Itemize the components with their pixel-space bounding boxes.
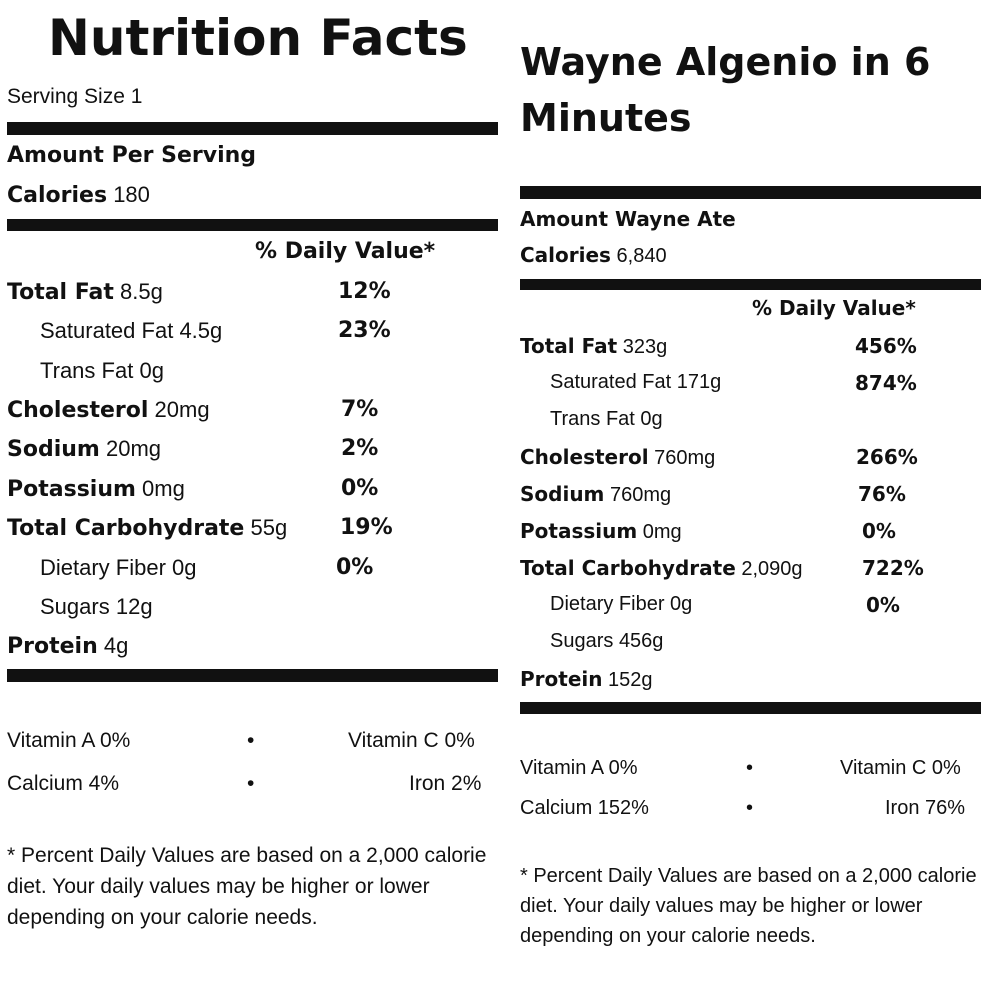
right-pct-dietary-fiber: 0% (866, 593, 900, 617)
row-label: Potassium (520, 519, 638, 543)
row-value: 4g (103, 633, 129, 658)
left-calcium: Calcium 4% (7, 772, 120, 795)
right-bullet-2: • (746, 797, 754, 819)
left-row-dietary-fiber (40, 555, 197, 581)
right-calcium: Calcium 152% (520, 797, 649, 819)
right-calories (520, 243, 667, 268)
row-value: 8.5g (120, 279, 163, 304)
left-row-total-fat (7, 279, 163, 305)
row-value: 760mg (654, 447, 716, 469)
row-label: Cholesterol (7, 398, 149, 423)
right-vitamin-c: Vitamin C 0% (840, 757, 961, 779)
row-label: Cholesterol (520, 445, 649, 469)
right-footnote: * Percent Daily Values are based on a 2,000 calorie diet. Your daily values may be higher or lower depending on your calorie needs. (520, 865, 977, 947)
left-pct-potassium: 0% (341, 476, 379, 501)
left-title: Nutrition Facts (48, 9, 468, 67)
row-value: 323g (622, 336, 668, 358)
right-bullet-1: • (746, 757, 754, 779)
row-value: 152g (608, 669, 653, 691)
row-label: Trans Fat (550, 408, 635, 430)
row-value: 4.5g (179, 318, 223, 343)
left-calories (7, 182, 150, 208)
left-vitamin-c: Vitamin C 0% (348, 729, 475, 752)
left-pct-dietary-fiber: 0% (336, 555, 374, 580)
row-label: Dietary Fiber (40, 555, 166, 580)
row-value: 12g (115, 594, 153, 619)
right-thick-divider-1 (520, 186, 981, 199)
row-label: Protein (520, 667, 603, 691)
right-pct-total-carbohydrate: 722% (862, 556, 924, 580)
row-label: Trans Fat (40, 358, 134, 383)
right-dv-header: % Daily Value* (752, 296, 916, 320)
row-label: Protein (7, 634, 98, 659)
left-pct-saturated-fat: 23% (338, 318, 391, 343)
left-pct-cholesterol: 7% (341, 397, 379, 422)
right-title: Wayne Algenio in 6 Minutes (520, 40, 931, 140)
right-pct-potassium: 0% (862, 519, 896, 543)
row-label: Total Carbohydrate (520, 556, 736, 580)
right-pct-total-fat: 456% (855, 334, 917, 358)
row-label: Sugars (550, 630, 614, 652)
right-pct-saturated-fat: 874% (855, 371, 917, 395)
left-pct-sodium: 2% (341, 436, 379, 461)
row-label: Sodium (7, 437, 100, 462)
left-bullet-2: • (247, 772, 255, 795)
left-row-trans-fat (40, 358, 164, 384)
row-value: 0g (172, 555, 197, 580)
left-row-total-carbohydrate (7, 515, 287, 541)
row-value: 55g (250, 515, 288, 540)
right-row-dietary-fiber (550, 593, 692, 616)
right-row-potassium (520, 519, 682, 544)
row-value: 0mg (142, 476, 185, 501)
left-row-sodium (7, 436, 161, 462)
row-label: Saturated Fat (550, 371, 672, 393)
right-calories-value: 6,840 (616, 245, 667, 267)
left-row-protein (7, 633, 128, 659)
row-label: Total Fat (520, 334, 618, 358)
row-label: Sodium (520, 482, 605, 506)
left-row-cholesterol (7, 397, 210, 423)
left-thick-divider-3 (7, 669, 498, 682)
left-row-sugars (40, 594, 153, 620)
row-value: 20mg (105, 436, 162, 461)
right-row-protein (520, 667, 653, 692)
right-row-trans-fat (550, 408, 663, 431)
row-value: 0g (640, 408, 663, 430)
left-footnote: * Percent Daily Values are based on a 2,000 calorie diet. Your daily values may be higher or lower depending on your calorie needs. (7, 844, 487, 929)
row-value: 20mg (154, 397, 210, 422)
row-value: 2,090g (741, 558, 803, 580)
left-calories-value: 180 (113, 182, 150, 207)
right-amount-header: Amount Wayne Ate (520, 207, 736, 231)
row-value: 0g (670, 593, 693, 615)
row-value: 456g (618, 630, 664, 652)
row-label: Total Fat (7, 280, 114, 305)
left-pct-total-fat: 12% (338, 279, 391, 304)
right-iron: Iron 76% (885, 797, 966, 819)
row-label: Potassium (7, 477, 136, 502)
right-row-sodium (520, 482, 671, 507)
row-value: 171g (676, 371, 722, 393)
row-value: 0g (139, 358, 164, 383)
left-pct-total-carbohydrate: 19% (340, 515, 393, 540)
left-row-potassium (7, 476, 185, 502)
left-calories-label: Calories (7, 183, 108, 208)
right-thick-divider-2 (520, 279, 981, 290)
left-row-saturated-fat (40, 318, 222, 344)
row-label: Total Carbohydrate (7, 516, 245, 541)
left-thick-divider-1 (7, 122, 498, 135)
row-label: Dietary Fiber (550, 593, 665, 615)
right-calories-label: Calories (520, 243, 611, 267)
right-pct-sodium: 76% (858, 482, 906, 506)
left-thick-divider-2 (7, 219, 498, 231)
right-row-total-fat (520, 334, 667, 359)
row-value: 760mg (609, 484, 672, 506)
left-amount-header: Amount Per Serving (7, 143, 257, 168)
right-thick-divider-3 (520, 702, 981, 714)
right-row-saturated-fat (550, 371, 721, 394)
right-row-sugars (550, 630, 663, 653)
right-pct-cholesterol: 266% (856, 445, 918, 469)
left-dv-header: % Daily Value* (255, 239, 436, 264)
row-label: Saturated Fat (40, 318, 174, 343)
row-value: 0mg (642, 521, 682, 543)
left-bullet-1: • (247, 729, 255, 752)
right-row-total-carbohydrate (520, 556, 803, 581)
right-row-cholesterol (520, 445, 715, 470)
row-label: Sugars (40, 594, 110, 619)
left-iron: Iron 2% (409, 772, 482, 795)
right-vitamin-a: Vitamin A 0% (520, 757, 638, 779)
left-vitamin-a: Vitamin A 0% (7, 729, 131, 752)
left-serving-size: Serving Size 1 (7, 85, 143, 108)
